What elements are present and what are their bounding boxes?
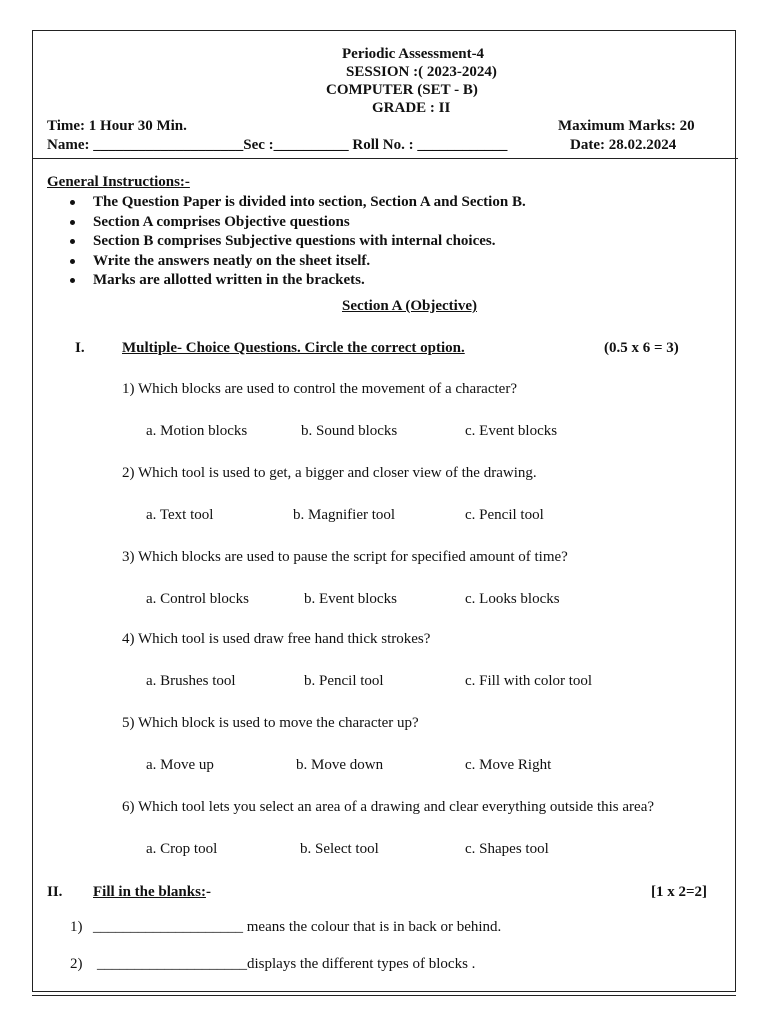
exam-title: Periodic Assessment-4 xyxy=(342,46,485,62)
bullet-icon xyxy=(70,278,75,283)
mcq-heading: Multiple- Choice Questions. Circle the correct option. xyxy=(122,340,465,356)
question-5: 5) Which block is used to move the character up? xyxy=(122,715,419,731)
blank-2-text[interactable]: ____________________displays the different types of blocks . xyxy=(97,956,476,972)
subject-line: COMPUTER (SET - B) xyxy=(326,82,478,98)
max-marks: Maximum Marks: 20 xyxy=(558,118,695,134)
section-a-title: Section A (Objective) xyxy=(342,298,477,314)
instructions-list xyxy=(68,193,526,291)
q5-option-b[interactable]: b. Move down xyxy=(296,757,384,773)
q1-option-c[interactable]: c. Event blocks xyxy=(465,423,558,439)
name-sec-roll-line: Name: ____________________Sec :__________ Roll No. : ____________ xyxy=(47,137,508,153)
q3-option-b[interactable]: b. Event blocks xyxy=(304,591,397,607)
q3-option-c[interactable]: c. Looks blocks xyxy=(465,591,560,607)
question-3: 3) Which blocks are used to pause the script for specified amount of time? xyxy=(122,549,568,565)
q6-option-c[interactable]: c. Shapes tool xyxy=(465,841,549,857)
question-2: 2) Which tool is used to get, a bigger and closer view of the drawing. xyxy=(122,465,537,481)
blank-1-number: 1) xyxy=(70,919,83,935)
bullet-icon xyxy=(70,239,75,244)
bullet-icon xyxy=(70,220,75,225)
q2-option-a[interactable]: a. Text tool xyxy=(146,507,214,523)
instruction-item: The Question Paper is divided into section, Section A and Section B. xyxy=(68,193,526,213)
fill-number: II. xyxy=(47,884,63,900)
time-line: Time: 1 Hour 30 Min. xyxy=(47,118,187,134)
instruction-item: Section B comprises Subjective questions with internal choices. xyxy=(68,232,526,252)
fill-heading xyxy=(93,883,211,901)
q1-option-a[interactable]: a. Motion blocks xyxy=(146,423,248,439)
blank-2-number: 2) xyxy=(70,956,83,972)
session-line: SESSION :( 2023-2024) xyxy=(346,64,497,80)
mcq-marks: (0.5 x 6 = 3) xyxy=(604,340,679,356)
q3-option-a[interactable]: a. Control blocks xyxy=(146,591,249,607)
bullet-icon xyxy=(70,200,75,205)
fill-heading-suffix: - xyxy=(205,884,211,900)
fill-heading-text: Fill in the blanks: xyxy=(93,884,206,900)
bottom-double-rule xyxy=(32,995,736,996)
q2-option-b[interactable]: b. Magnifier tool xyxy=(293,507,396,523)
bullet-icon xyxy=(70,259,75,264)
q6-option-a[interactable]: a. Crop tool xyxy=(146,841,218,857)
grade-line: GRADE : II xyxy=(372,100,451,116)
q2-option-c[interactable]: c. Pencil tool xyxy=(465,507,544,523)
question-6: 6) Which tool lets you select an area of a drawing and clear everything outside this area? xyxy=(122,799,655,815)
q6-option-b[interactable]: b. Select tool xyxy=(300,841,379,857)
q5-option-c[interactable]: c. Move Right xyxy=(465,757,552,773)
q4-option-a[interactable]: a. Brushes tool xyxy=(146,673,236,689)
instruction-item: Section A comprises Objective questions xyxy=(68,213,526,233)
q5-option-a[interactable]: a. Move up xyxy=(146,757,214,773)
instruction-item: Write the answers neatly on the sheet itself. xyxy=(68,252,526,272)
date-line: Date: 28.02.2024 xyxy=(570,137,677,153)
q1-option-b[interactable]: b. Sound blocks xyxy=(301,423,398,439)
q4-option-c[interactable]: c. Fill with color tool xyxy=(465,673,593,689)
header-divider xyxy=(32,158,738,159)
instructions-heading: General Instructions:- xyxy=(47,174,190,190)
blank-1-text[interactable]: ____________________ means the colour that is in back or behind. xyxy=(93,919,502,935)
question-4: 4) Which tool is used draw free hand thick strokes? xyxy=(122,631,431,647)
mcq-number: I. xyxy=(75,340,85,356)
question-1: 1) Which blocks are used to control the movement of a character? xyxy=(122,381,517,397)
instruction-item: Marks are allotted written in the brackets. xyxy=(68,271,526,291)
q4-option-b[interactable]: b. Pencil tool xyxy=(304,673,384,689)
fill-marks: [1 x 2=2] xyxy=(651,884,708,900)
